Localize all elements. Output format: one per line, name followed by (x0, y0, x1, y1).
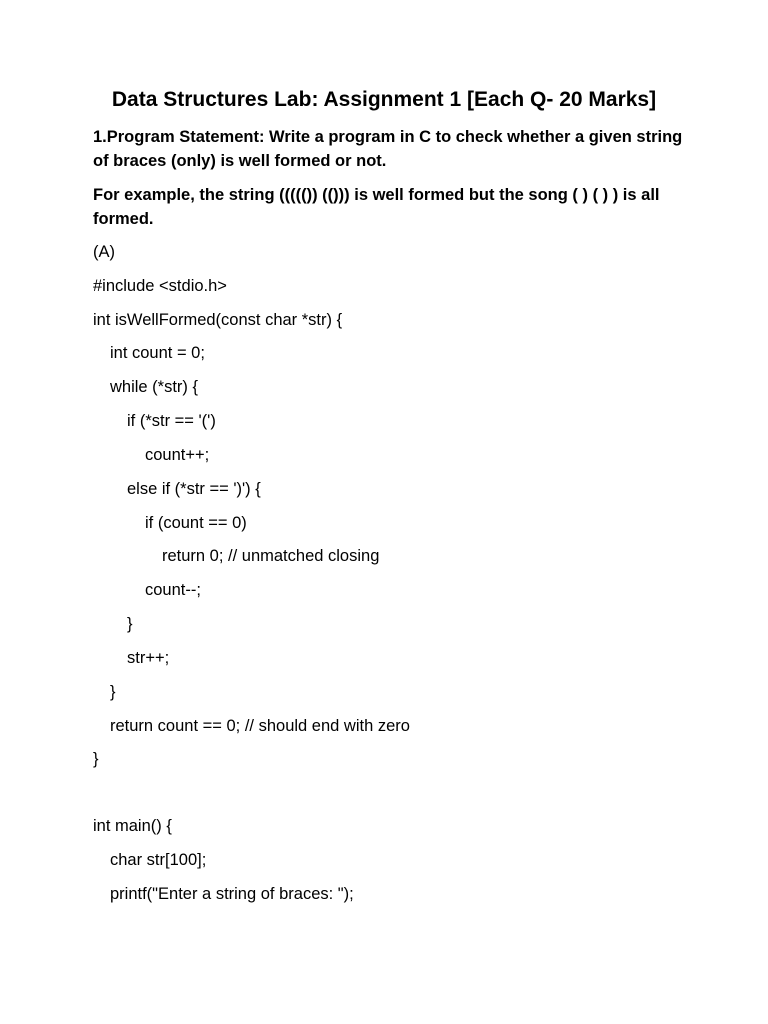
code-line: } (93, 750, 99, 768)
problem-statement: 1.Program Statement: Write a program in C to check whether a given string of braces (only) is well formed or not. (93, 128, 683, 170)
code-line: else if (*str == ')') { (127, 480, 261, 498)
code-line: } (127, 615, 133, 633)
code-line: int main() { (93, 817, 172, 835)
page-title: Data Structures Lab: Assignment 1 [Each Q- 20 Marks] (111, 88, 657, 111)
code-line: if (*str == '(') (127, 412, 216, 430)
code-line: int isWellFormed(const char *str) { (93, 311, 343, 329)
code-line: } (110, 683, 116, 701)
code-line: #include <stdio.h> (93, 277, 227, 295)
code-line: int count = 0; (110, 344, 205, 362)
section-label: (A) (93, 243, 115, 261)
code-line: return count == 0; // should end with zero (110, 717, 410, 735)
code-line: count++; (145, 446, 210, 464)
code-line: return 0; // unmatched closing (162, 547, 380, 565)
code-line: str++; (127, 649, 170, 667)
example-text: For example, the string ((((()) (())) is well formed but the song ( ) ( ) ) is all formed. (93, 186, 660, 228)
code-line: char str[100]; (110, 851, 207, 869)
code-line: printf("Enter a string of braces: "); (110, 885, 354, 903)
code-line: count--; (145, 581, 201, 599)
code-line: while (*str) { (110, 378, 199, 396)
code-line: if (count == 0) (145, 514, 247, 532)
